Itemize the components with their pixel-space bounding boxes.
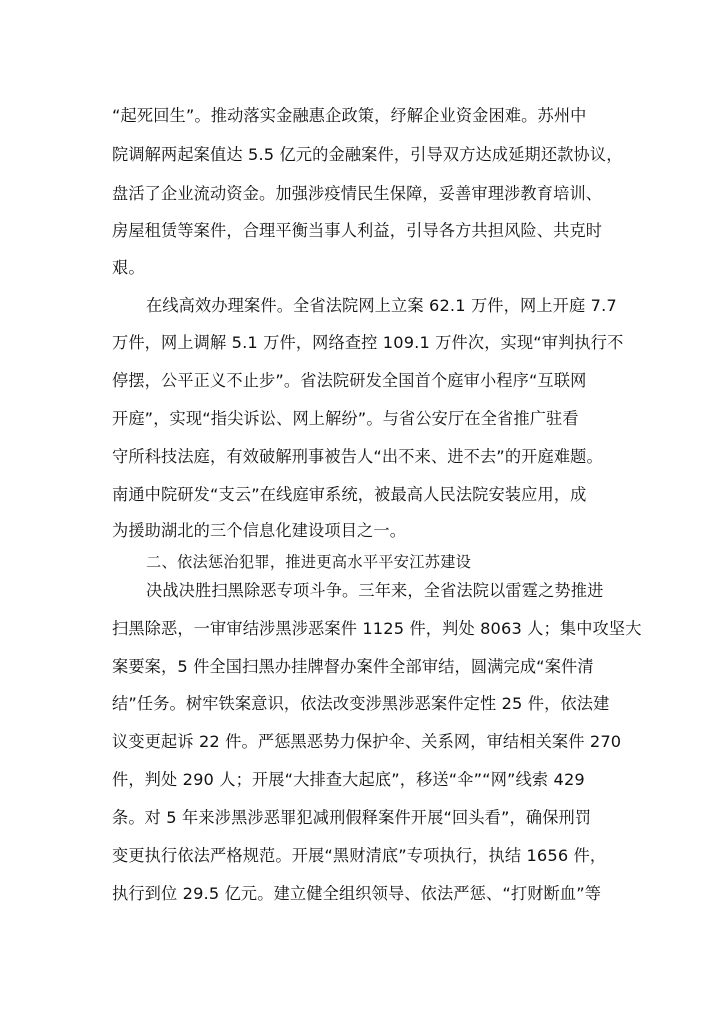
paragraph-line: 决战决胜扫黑除恶专项斗争。三年来，全省法院以雷霆之势推进: [146, 581, 604, 600]
paragraph-line: 万件，网上调解 5.1 万件，网络查控 109.1 万件次，实现“审判执行不: [112, 333, 624, 352]
paragraph-line: 盘活了企业流动资金。加强涉疫情民生保障，妥善审理涉教育培训、: [112, 184, 603, 203]
paragraph-line: 扫黑除恶，一审审结涉黑涉恶案件 1125 件，判处 8063 人；集中攻坚大: [112, 619, 642, 638]
paragraph-line: 结”任务。树牢铁案意识，依法改变涉黑涉恶案件定性 25 件，依法建: [112, 694, 610, 713]
section-heading: 二、依法惩治犯罪，推进更高水平平安江苏建设: [146, 553, 472, 571]
paragraph-line: 变更执行依法严格规范。开展“黑财清底”专项执行，执结 1656 件，: [112, 846, 607, 865]
paragraph-line: 院调解两起案值达 5.5 亿元的金融案件，引导双方达成延期还款协议，: [112, 145, 623, 164]
paragraph-line: 停摆，公平正义不止步”。省法院研发全国首个庭审小程序“互联网: [112, 371, 587, 390]
paragraph-line: 议变更起诉 22 件。严惩黑恶势力保护伞、关系网，审结相关案件 270: [112, 732, 622, 751]
paragraph-line: 执行到位 29.5 亿元。建立健全组织领导、依法严惩、“打财断血”等: [112, 884, 602, 903]
paragraph-line: 南通中院研发“支云”在线庭审系统，被最高人民法院安装应用，成: [112, 485, 587, 504]
paragraph-line: 在线高效办理案件。全省法院网上立案 62.1 万件，网上开庭 7.7: [146, 296, 617, 315]
paragraph-line: 件，判处 290 人；开展“大排查大起底”，移送“伞”“网”线索 429: [112, 770, 585, 789]
paragraph-line: 条。对 5 年来涉黑涉恶罪犯减刑假释案件开展“回头看”，确保刑罚: [112, 808, 592, 827]
paragraph-line: 为援助湖北的三个信息化建设项目之一。: [112, 521, 407, 540]
paragraph-line: 房屋租赁等案件，合理平衡当事人利益，引导各方共担风险、共克时: [112, 221, 603, 240]
paragraph-line: “起死回生”。推动落实金融惠企政策，纾解企业资金困难。苏州中: [112, 106, 587, 125]
paragraph-line: 开庭”，实现“指尖诉讼、网上解纷”。与省公安厅在全省推广驻看: [112, 409, 579, 428]
paragraph-line: 案要案，5 件全国扫黑办挂牌督办案件全部审结，圆满完成“案件清: [112, 657, 594, 676]
paragraph-line: 守所科技法庭，有效破解刑事被告人“出不来、进不去”的开庭难题。: [112, 447, 603, 466]
paragraph-line: 艰。: [112, 258, 145, 277]
